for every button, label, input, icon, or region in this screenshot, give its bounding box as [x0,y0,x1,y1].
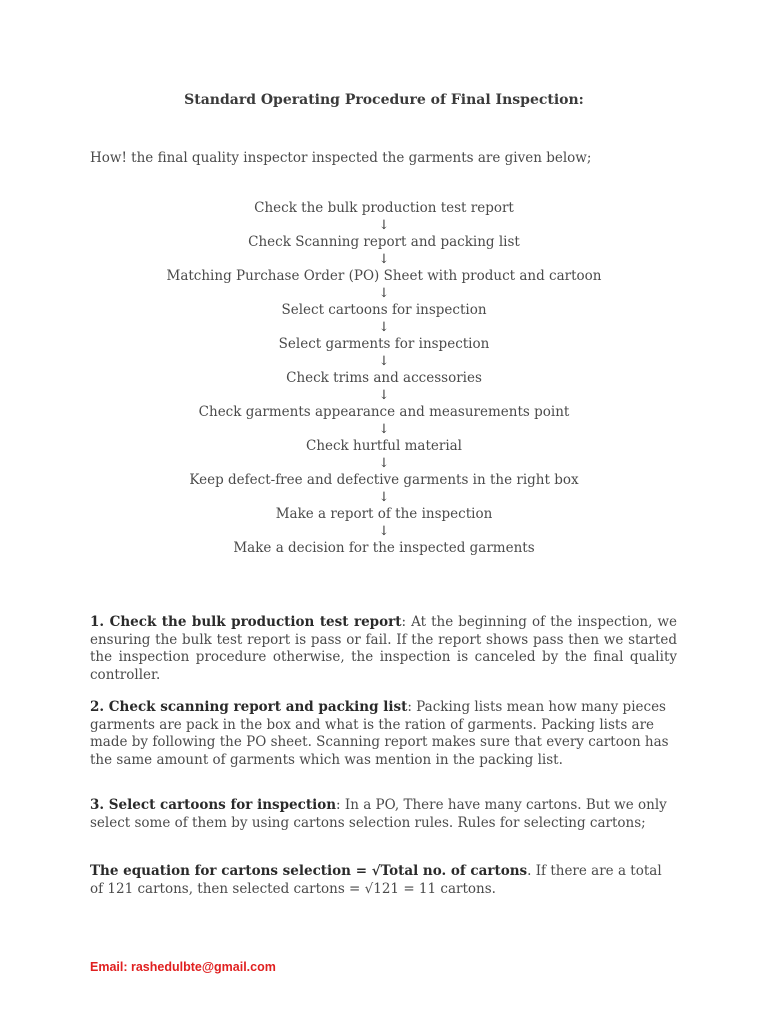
flow-step: Select cartoons for inspection [281,302,487,318]
contact-email: Email: rashedulbte@gmail.com [90,960,276,974]
down-arrow-icon: ↓ [378,354,390,369]
procedure-flowchart [0,200,768,557]
section-heading: 1. Check the bulk production test report [90,614,402,630]
section-bulk-test-report [90,614,677,684]
flow-step: Check the bulk production test report [254,200,514,216]
section-body: : At the beginning of the inspection, we ensuring the bulk test report is pass or fail. If the report shows pass then we started the inspection procedure otherwise, the inspection is canceled by the final quality controller. [90,614,677,683]
flow-step: Make a report of the inspection [275,506,493,522]
flow-step: Check Scanning report and packing list [248,234,520,250]
flow-step: Matching Purchase Order (PO) Sheet with product and cartoon [166,268,602,284]
down-arrow-icon: ↓ [378,286,390,301]
flow-step: Select garments for inspection [278,336,490,352]
intro-text: How! the final quality inspector inspected the garments are given below; [90,150,592,166]
down-arrow-icon: ↓ [378,388,390,403]
down-arrow-icon: ↓ [378,218,390,233]
section-scanning-report [90,699,677,769]
flow-step: Make a decision for the inspected garments [233,540,535,556]
down-arrow-icon: ↓ [378,252,390,267]
section-heading: The equation for cartons selection = √Total no. of cartons [90,863,528,879]
down-arrow-icon: ↓ [378,456,390,471]
down-arrow-icon: ↓ [378,524,390,539]
down-arrow-icon: ↓ [378,422,390,437]
flow-step: Check garments appearance and measurements point [198,404,570,420]
section-body: : Packing lists mean how many pieces garments are pack in the box and what is the ration of garments. Packing lists are made by following the PO sheet. Scanning report makes sure that every cartoon has the same amount of garments which was mention in the packing list. [90,699,669,768]
section-body: . If there are a total of 121 cartons, then selected cartons = √121 = 11 cartons. [90,863,662,897]
page-title: Standard Operating Procedure of Final Inspection: [184,92,584,108]
section-heading: 2. Check scanning report and packing list [90,699,408,715]
section-body: : In a PO, There have many cartons. But we only select some of them by using cartons selection rules. Rules for selecting cartons; [90,797,667,831]
down-arrow-icon: ↓ [378,490,390,505]
section-select-cartoons [90,797,677,832]
flow-step: Check hurtful material [305,438,462,454]
flow-step: Keep defect-free and defective garments in the right box [189,472,579,488]
down-arrow-icon: ↓ [378,320,390,335]
section-cartons-equation [90,863,677,898]
flow-step: Check trims and accessories [286,370,482,386]
section-heading: 3. Select cartoons for inspection [90,797,337,813]
